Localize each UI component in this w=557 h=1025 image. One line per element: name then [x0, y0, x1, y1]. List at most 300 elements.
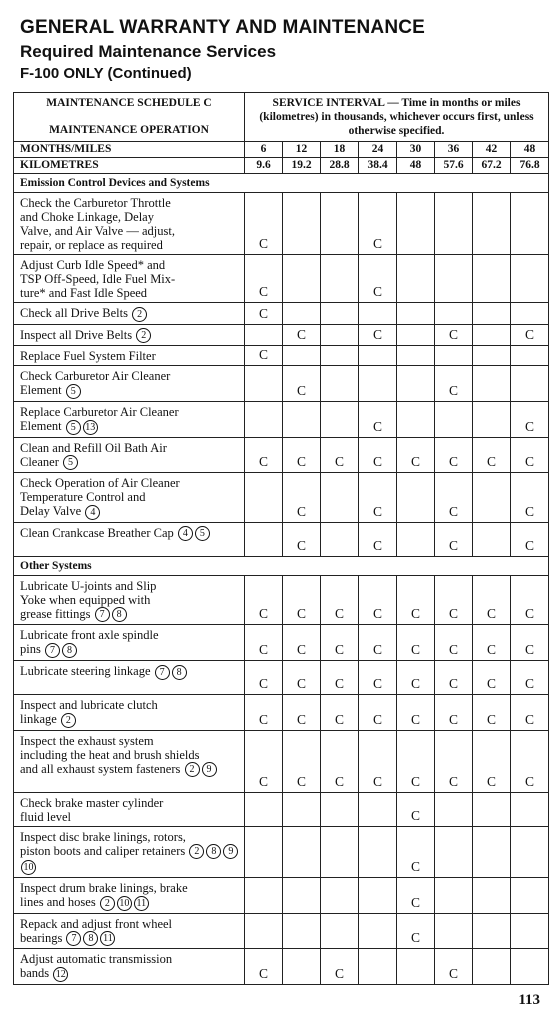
interval-cell: C — [283, 437, 321, 473]
operation-text: repair, or replace as required — [20, 238, 163, 252]
interval-cell — [359, 913, 397, 949]
interval-cell: C — [245, 949, 283, 985]
footnote-circle: 4 — [178, 526, 193, 541]
operation-text: Yoke when equipped with — [20, 592, 151, 607]
interval-cell — [359, 366, 397, 402]
table-row — [14, 193, 549, 255]
maintenance-operation — [14, 193, 245, 255]
interval-cell — [511, 303, 549, 325]
interval-cell: C — [397, 826, 435, 877]
interval-cell: C — [473, 437, 511, 473]
footnote-circle: 2 — [185, 762, 200, 777]
kilometre-interval-cell: 19.2 — [283, 158, 321, 174]
interval-cell: C — [321, 695, 359, 731]
month-interval-cell: 36 — [435, 142, 473, 158]
footnote-circle: 8 — [172, 665, 187, 680]
interval-cell: C — [321, 661, 359, 695]
footnote-circle: 2 — [189, 844, 204, 859]
interval-cell: C — [245, 193, 283, 255]
interval-cell — [283, 792, 321, 826]
interval-cell: C — [435, 324, 473, 346]
interval-cell — [435, 193, 473, 255]
month-interval-cell: 24 — [359, 142, 397, 158]
interval-cell — [473, 193, 511, 255]
operation-text: bands — [20, 966, 50, 981]
footnote-circle: 5 — [66, 420, 81, 435]
interval-cell — [473, 366, 511, 402]
interval-cell: C — [435, 949, 473, 985]
interval-cell: C — [397, 877, 435, 913]
interval-cell: C — [245, 346, 283, 366]
interval-cell — [397, 473, 435, 523]
maintenance-operation — [14, 877, 245, 913]
interval-cell — [321, 324, 359, 346]
operation-text: Replace Carburetor Air Cleaner — [20, 404, 179, 419]
interval-cell — [435, 826, 473, 877]
footnote-circle: 7 — [66, 931, 81, 946]
interval-cell: C — [511, 730, 549, 792]
interval-cell — [435, 303, 473, 325]
footnote-circle: 7 — [155, 665, 170, 680]
interval-cell — [245, 366, 283, 402]
interval-cell: C — [511, 661, 549, 695]
table-row — [14, 522, 549, 556]
interval-cell: C — [473, 661, 511, 695]
interval-cell: C — [283, 473, 321, 523]
interval-cell: C — [245, 255, 283, 303]
interval-cell — [321, 473, 359, 523]
page-number: 113 — [518, 992, 540, 1008]
operation-text: Delay Valve — [20, 504, 82, 519]
operation-text: Element — [20, 383, 62, 398]
interval-cell: C — [397, 792, 435, 826]
interval-cell: C — [321, 949, 359, 985]
interval-cell: C — [283, 625, 321, 661]
interval-cell — [511, 826, 549, 877]
interval-cell — [359, 949, 397, 985]
interval-cell — [511, 792, 549, 826]
interval-cell — [321, 522, 359, 556]
interval-cell: C — [245, 625, 283, 661]
interval-cell — [435, 346, 473, 366]
interval-cell: C — [283, 324, 321, 346]
maintenance-operation — [14, 255, 245, 303]
interval-cell: C — [359, 324, 397, 346]
table-row — [14, 473, 549, 523]
interval-cell — [511, 949, 549, 985]
operation-text: Replace Fuel System Filter — [20, 349, 156, 364]
interval-cell — [283, 193, 321, 255]
maintenance-operation — [14, 826, 245, 877]
operation-text: Clean and Refill Oil Bath Air — [20, 440, 167, 455]
interval-cell: C — [435, 366, 473, 402]
interval-cell — [473, 346, 511, 366]
footnote-circle: 2 — [61, 713, 76, 728]
interval-cell — [359, 303, 397, 325]
interval-cell: C — [511, 401, 549, 437]
operation-text: Adjust Curb Idle Speed* and — [20, 258, 166, 272]
month-interval-cell: 18 — [321, 142, 359, 158]
interval-cell — [283, 303, 321, 325]
footnote-circle: 8 — [206, 844, 221, 859]
operation-text: Inspect the exhaust system — [20, 733, 154, 748]
operation-text: ture* and Fast Idle Speed — [20, 286, 148, 300]
footnote-circle: 7 — [45, 643, 60, 658]
interval-cell — [321, 401, 359, 437]
interval-cell: C — [321, 575, 359, 625]
kilometre-interval-cell: 67.2 — [473, 158, 511, 174]
operation-text: Check Carburetor Air Cleaner — [20, 369, 171, 384]
interval-cell: C — [359, 473, 397, 523]
interval-cell — [473, 401, 511, 437]
interval-cell: C — [435, 575, 473, 625]
kilometre-interval-cell: 9.6 — [245, 158, 283, 174]
section-header-row — [14, 556, 549, 575]
interval-cell — [397, 401, 435, 437]
table-row — [14, 695, 549, 731]
maintenance-operation — [14, 661, 245, 695]
interval-cell — [397, 346, 435, 366]
interval-cell: C — [359, 625, 397, 661]
footnote-circle: 8 — [112, 607, 127, 622]
interval-cell — [511, 193, 549, 255]
interval-cell: C — [511, 437, 549, 473]
interval-cell — [321, 826, 359, 877]
footnote-circle: 8 — [83, 931, 98, 946]
interval-cell: C — [397, 730, 435, 792]
interval-cell — [245, 877, 283, 913]
maintenance-operation — [14, 324, 245, 346]
schedule-header-cell — [14, 93, 245, 142]
footnote-circle: 10 — [21, 860, 36, 875]
interval-cell — [321, 193, 359, 255]
interval-cell — [321, 792, 359, 826]
footnote-circle: 8 — [62, 643, 77, 658]
operation-label: MAINTENANCE OPERATION — [49, 124, 209, 136]
table-row — [14, 661, 549, 695]
page-header — [20, 16, 425, 84]
footnote-circle: 5 — [66, 384, 81, 399]
footnote-circle: 2 — [136, 328, 151, 343]
operation-text: lines and hoses — [20, 894, 96, 909]
interval-cell: C — [359, 522, 397, 556]
operation-text: TSP Off-Speed, Idle Fuel Mix- — [20, 272, 176, 286]
interval-cell — [397, 324, 435, 346]
operation-text: Check Operation of Air Cleaner — [20, 476, 180, 491]
maintenance-operation — [14, 575, 245, 625]
operation-text: piston boots and caliper retainers — [20, 843, 186, 858]
interval-cell — [283, 949, 321, 985]
kilometres-label: KILOMETRES — [14, 158, 245, 174]
page-subtitle: Required Maintenance Services — [20, 42, 277, 61]
operation-text: Element — [20, 418, 62, 433]
interval-cell: C — [359, 661, 397, 695]
operation-text: Inspect disc brake linings, rotors, — [20, 829, 186, 844]
table-row — [14, 255, 549, 303]
interval-cell — [435, 913, 473, 949]
interval-cell — [359, 792, 397, 826]
interval-cell: C — [397, 661, 435, 695]
operation-text: fluid level — [20, 809, 72, 824]
maintenance-operation — [14, 792, 245, 826]
footnote-circle: 11 — [134, 896, 149, 911]
footnote-circle: 9 — [223, 844, 238, 859]
table-row — [14, 792, 549, 826]
interval-cell — [321, 255, 359, 303]
maintenance-operation — [14, 473, 245, 523]
interval-cell — [435, 255, 473, 303]
service-interval-header: SERVICE INTERVAL — Time in months or miles (kilometres) in thousands, whichever occurs first, unless otherwise specified. — [245, 93, 549, 142]
interval-cell — [321, 346, 359, 366]
table-row — [14, 401, 549, 437]
interval-cell: C — [511, 473, 549, 523]
interval-cell — [283, 255, 321, 303]
interval-cell — [397, 522, 435, 556]
interval-cell — [245, 913, 283, 949]
footnote-circle: 5 — [195, 526, 210, 541]
interval-cell — [397, 366, 435, 402]
table-row — [14, 826, 549, 877]
maintenance-schedule-table — [13, 92, 549, 985]
interval-cell: C — [321, 730, 359, 792]
interval-cell — [435, 792, 473, 826]
interval-cell: C — [245, 730, 283, 792]
interval-cell — [473, 826, 511, 877]
interval-cell: C — [435, 522, 473, 556]
month-interval-cell: 12 — [283, 142, 321, 158]
interval-cell — [397, 949, 435, 985]
maintenance-operation — [14, 366, 245, 402]
kilometre-interval-cell: 38.4 — [359, 158, 397, 174]
interval-cell: C — [473, 625, 511, 661]
interval-cell: C — [283, 522, 321, 556]
interval-cell — [359, 346, 397, 366]
operation-text: and Choke Linkage, Delay — [20, 210, 154, 224]
interval-cell: C — [283, 661, 321, 695]
interval-cell: C — [511, 522, 549, 556]
table-row — [14, 303, 549, 325]
kilometre-interval-cell: 28.8 — [321, 158, 359, 174]
interval-cell — [283, 877, 321, 913]
interval-cell — [473, 792, 511, 826]
interval-cell: C — [397, 913, 435, 949]
operation-text: grease fittings — [20, 606, 91, 621]
maintenance-operation — [14, 730, 245, 792]
interval-cell: C — [359, 730, 397, 792]
interval-cell — [321, 366, 359, 402]
operation-text: linkage — [20, 712, 57, 726]
interval-cell — [359, 877, 397, 913]
interval-cell: C — [511, 575, 549, 625]
footnote-circle: 4 — [85, 505, 100, 520]
footnote-circle: 2 — [100, 896, 115, 911]
table-row — [14, 366, 549, 402]
interval-cell: C — [359, 575, 397, 625]
interval-cell — [245, 324, 283, 346]
operation-text: Lubricate steering linkage — [20, 664, 151, 678]
interval-cell: C — [359, 695, 397, 731]
footnote-circle: 12 — [53, 967, 68, 982]
interval-cell — [511, 366, 549, 402]
footnote-circle: 2 — [132, 307, 147, 322]
operation-text: Temperature Control and — [20, 490, 146, 505]
maintenance-operation — [14, 949, 245, 985]
table-row — [14, 437, 549, 473]
table-row — [14, 625, 549, 661]
page-title: GENERAL WARRANTY AND MAINTENANCE — [20, 17, 426, 38]
footnote-circle: 11 — [100, 931, 115, 946]
operation-text: Repack and adjust front wheel — [20, 916, 173, 931]
interval-cell: C — [359, 401, 397, 437]
interval-cell — [473, 303, 511, 325]
footnote-circle: 13 — [83, 420, 98, 435]
operation-text: Check brake master cylinder — [20, 795, 164, 810]
month-interval-cell: 42 — [473, 142, 511, 158]
months-label: MONTHS/MILES — [14, 142, 245, 158]
table-row — [14, 346, 549, 366]
maintenance-operation — [14, 303, 245, 325]
interval-cell — [397, 193, 435, 255]
interval-cell — [473, 877, 511, 913]
table-row — [14, 575, 549, 625]
schedule-label: MAINTENANCE SCHEDULE C — [46, 97, 212, 109]
operation-text: Check all Drive Belts — [20, 306, 128, 320]
interval-cell — [283, 346, 321, 366]
interval-cell — [245, 792, 283, 826]
operation-text: Lubricate U-joints and Slip — [20, 578, 157, 593]
operation-text: Cleaner — [20, 454, 59, 469]
interval-cell — [245, 826, 283, 877]
interval-cell — [283, 826, 321, 877]
interval-cell — [435, 877, 473, 913]
operation-text: Adjust automatic transmission — [20, 952, 173, 967]
interval-cell: C — [397, 575, 435, 625]
interval-cell — [245, 522, 283, 556]
interval-cell — [321, 877, 359, 913]
interval-cell: C — [397, 437, 435, 473]
interval-cell: C — [397, 695, 435, 731]
interval-cell: C — [245, 303, 283, 325]
interval-cell: C — [359, 255, 397, 303]
footnote-circle: 5 — [63, 455, 78, 470]
interval-cell — [511, 913, 549, 949]
interval-cell: C — [245, 661, 283, 695]
section-title: Emission Control Devices and Systems — [14, 174, 549, 193]
month-interval-cell: 30 — [397, 142, 435, 158]
interval-cell — [473, 949, 511, 985]
interval-cell: C — [245, 695, 283, 731]
interval-cell — [473, 473, 511, 523]
interval-cell — [473, 913, 511, 949]
interval-cell — [321, 913, 359, 949]
interval-cell — [359, 826, 397, 877]
interval-cell: C — [283, 575, 321, 625]
table-row — [14, 949, 549, 985]
operation-text: bearings — [20, 930, 63, 945]
interval-cell — [511, 346, 549, 366]
maintenance-operation — [14, 346, 245, 366]
interval-cell: C — [321, 437, 359, 473]
footnote-circle: 10 — [117, 896, 132, 911]
interval-cell: C — [511, 695, 549, 731]
interval-cell: C — [473, 695, 511, 731]
interval-cell — [473, 522, 511, 556]
interval-cell: C — [245, 437, 283, 473]
interval-cell: C — [435, 661, 473, 695]
interval-cell: C — [359, 193, 397, 255]
operation-text: Inspect all Drive Belts — [20, 327, 133, 342]
interval-cell: C — [473, 730, 511, 792]
section-title: Other Systems — [14, 556, 549, 575]
interval-cell — [511, 877, 549, 913]
maintenance-operation — [14, 695, 245, 731]
operation-text: Inspect and lubricate clutch — [20, 698, 158, 712]
interval-cell: C — [245, 575, 283, 625]
interval-cell: C — [511, 324, 549, 346]
interval-cell: C — [435, 730, 473, 792]
interval-cell: C — [283, 730, 321, 792]
interval-cell: C — [283, 366, 321, 402]
interval-cell — [511, 255, 549, 303]
kilometres-row — [14, 158, 549, 174]
maintenance-operation — [14, 913, 245, 949]
interval-cell: C — [397, 625, 435, 661]
maintenance-operation — [14, 522, 245, 556]
interval-cell: C — [283, 695, 321, 731]
kilometre-interval-cell: 48 — [397, 158, 435, 174]
maintenance-operation — [14, 625, 245, 661]
footnote-circle: 9 — [202, 762, 217, 777]
operation-text: and all exhaust system fasteners — [20, 761, 181, 776]
operation-text: Inspect drum brake linings, brake — [20, 880, 188, 895]
operation-text: Valve, and Air Valve — adjust, — [20, 224, 175, 238]
table-row — [14, 877, 549, 913]
table-row — [14, 730, 549, 792]
interval-cell — [245, 401, 283, 437]
interval-cell: C — [511, 625, 549, 661]
maintenance-operation — [14, 437, 245, 473]
table-row — [14, 324, 549, 346]
operation-text: Lubricate front axle spindle — [20, 628, 159, 643]
interval-cell — [283, 401, 321, 437]
interval-cell — [397, 303, 435, 325]
interval-cell — [473, 255, 511, 303]
model-label: F-100 ONLY (Continued) — [20, 65, 192, 82]
interval-cell — [435, 401, 473, 437]
maintenance-operation — [14, 401, 245, 437]
operation-text: pins — [20, 642, 41, 657]
interval-cell: C — [359, 437, 397, 473]
footnote-circle: 7 — [95, 607, 110, 622]
interval-cell: C — [435, 625, 473, 661]
interval-cell: C — [473, 575, 511, 625]
interval-cell: C — [435, 695, 473, 731]
interval-cell: C — [321, 625, 359, 661]
months-row — [14, 142, 549, 158]
interval-cell — [397, 255, 435, 303]
table-row — [14, 913, 549, 949]
operation-text: Clean Crankcase Breather Cap — [20, 525, 174, 540]
interval-cell — [283, 913, 321, 949]
interval-cell — [321, 303, 359, 325]
month-interval-cell: 48 — [511, 142, 549, 158]
section-header-row — [14, 174, 549, 193]
month-interval-cell: 6 — [245, 142, 283, 158]
kilometre-interval-cell: 76.8 — [511, 158, 549, 174]
interval-cell — [473, 324, 511, 346]
operation-text: including the heat and brush shields — [20, 747, 200, 762]
interval-cell: C — [435, 473, 473, 523]
